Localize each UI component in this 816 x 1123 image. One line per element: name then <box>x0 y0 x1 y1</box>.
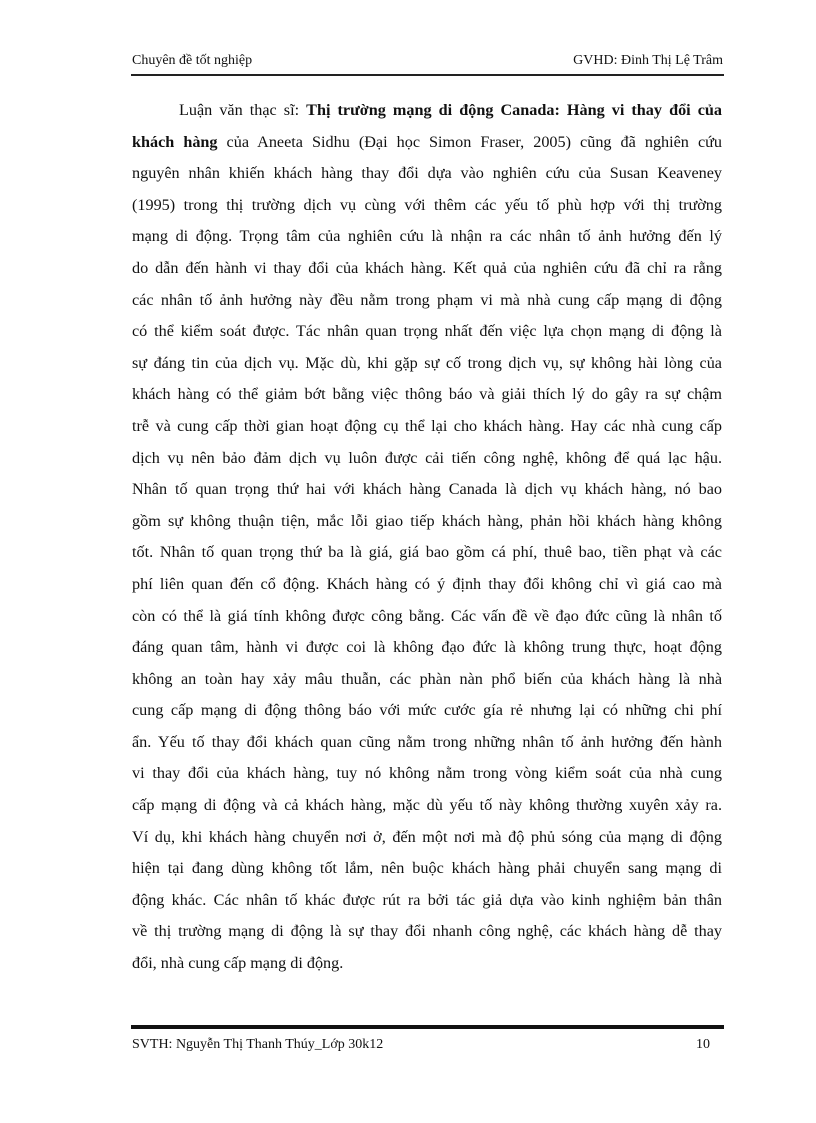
text-line <box>132 190 722 222</box>
text-line <box>132 348 722 380</box>
header-right-text: GVHD: Đinh Thị Lệ Trâm <box>573 53 723 68</box>
text-line <box>132 506 722 538</box>
line-text: ẩn. Yếu tố thay đổi khách quan cũng nằm trong những nhân tố ảnh hưởng đến hành <box>132 732 722 751</box>
bold-title-text: khách hàng <box>132 132 218 151</box>
line-text: trễ và cung cấp thời gian hoạt động cụ thể lại cho khách hàng. Hay các nhà cung cấp <box>132 416 722 435</box>
line-text: (1995) trong thị trường dịch vụ cùng với thêm các yếu tố phù hợp với thị trường <box>132 195 722 214</box>
line-text: mạng di động. Trọng tâm của nghiên cứu là nhận ra các nhân tố ảnh hưởng đến lý <box>132 227 722 246</box>
footer-left-text: SVTH: Nguyễn Thị Thanh Thúy_Lớp 30k12 <box>132 1037 384 1052</box>
line-text: của Aneeta Sidhu (Đại học Simon Fraser, 2005) cũng đã nghiên cứu <box>217 132 722 151</box>
page-number: 10 <box>696 1037 710 1052</box>
line-text: đổi, nhà cung cấp mạng di động. <box>132 954 344 973</box>
text-line <box>132 474 722 506</box>
text-line <box>132 537 722 569</box>
line-text: cung cấp mạng di động thông báo với mức cước gía rẻ nhưng lại có những chi phí <box>132 701 722 720</box>
text-line <box>132 885 722 917</box>
line-text: gồm sự không thuận tiện, mắc lỗi giao tiếp khách hàng, phản hồi khách hàng không <box>132 511 722 530</box>
line-text: còn có thể là giá tính không được công bằng. Các vấn đề về đạo đức cũng là nhân tố <box>132 606 722 625</box>
line-text: nguyên nhân khiến khách hàng thay đổi dựa vào nghiên cứu của Susan Keaveney <box>132 164 722 183</box>
text-line <box>132 758 722 790</box>
text-line <box>132 601 722 633</box>
line-text: đáng quan tâm, hành vi được coi là không đạo đức là không trung thực, hoạt động <box>132 638 722 657</box>
body-paragraph <box>132 95 722 980</box>
line-text: cấp mạng di động và cả khách hàng, mặc dù yếu tố này không thường xuyên xảy ra. <box>132 796 722 815</box>
text-line <box>132 316 722 348</box>
text-line <box>132 285 722 317</box>
line-text: không an toàn hay xảy mâu thuẫn, các phàn nàn phổ biến của khách hàng là nhà <box>132 669 722 688</box>
text-line <box>132 443 722 475</box>
page-footer <box>132 1036 710 1058</box>
line-text: tốt. Nhân tố quan trọng thứ ba là giá, giá bao gồm cá phí, thuê bao, tiền phạt và các <box>132 543 722 562</box>
line-text: có thể kiểm soát được. Tác nhân quan trọng nhất đến việc lựa chọn mạng di động là <box>132 322 722 341</box>
text-line <box>132 948 722 980</box>
text-line <box>132 253 722 285</box>
line-text: khách hàng có thể giảm bớt bằng việc thông báo và giải thích lý do gây ra sự chậm <box>132 385 722 404</box>
text-line <box>132 790 722 822</box>
text-line <box>132 569 722 601</box>
text-line <box>132 221 722 253</box>
line-text: về thị trường mạng di động là sự thay đổi nhanh công nghệ, các khách hàng dễ thay <box>132 922 722 941</box>
line-text: vi thay đổi của khách hàng, tuy nó không nằm trong vòng kiểm soát của nhà cung <box>132 764 722 783</box>
line-text: do dẫn đến hành vi thay đổi của khách hàng. Kết quả của nghiên cứu đã chỉ ra rằng <box>132 258 722 277</box>
text-line <box>132 158 722 190</box>
line-text: Nhân tố quan trọng thứ hai với khách hàng Canada là dịch vụ khách hàng, nó bao <box>132 480 722 499</box>
line-text: Ví dụ, khi khách hàng chuyển nơi ở, đến một nơi mà độ phủ sóng của mạng di động <box>132 827 722 846</box>
text-line <box>132 822 722 854</box>
text-line <box>132 916 722 948</box>
line-text: sự đáng tin của dịch vụ. Mặc dù, khi gặp sự cố trong dịch vụ, sự không hài lòng của <box>132 353 722 372</box>
line-text: hiện tại đang dùng không tốt lắm, nên buộc khách hàng phải chuyển sang mạng di <box>132 859 722 878</box>
text-line <box>132 379 722 411</box>
page-header <box>132 52 723 74</box>
line-text: các nhân tố ảnh hưởng này đều nằm trong phạm vi mà nhà cung cấp mạng di động <box>132 290 722 309</box>
text-line <box>132 411 722 443</box>
text-line <box>132 95 722 127</box>
text-line <box>132 727 722 759</box>
text-line <box>132 853 722 885</box>
text-line <box>132 632 722 664</box>
footer-rule <box>131 1025 724 1029</box>
line-text: Luận văn thạc sĩ: <box>179 101 307 119</box>
line-text: phí liên quan đến cổ động. Khách hàng có ý định thay đổi không chỉ vì giá cao mà <box>132 574 722 593</box>
line-text: dịch vụ nên bảo đảm dịch vụ luôn được cải tiến công nghệ, không để quá lạc hậu. <box>132 448 722 467</box>
line-text: động khác. Các nhân tố khác được rút ra bởi tác giả dựa vào kinh nghiệm bản thân <box>132 890 722 909</box>
text-line <box>132 664 722 696</box>
header-left-text: Chuyên đề tốt nghiệp <box>132 53 253 68</box>
text-line <box>132 127 722 159</box>
header-rule <box>131 74 724 76</box>
bold-title-text: Thị trường mạng di động Canada: Hàng vi thay đổi của <box>306 101 723 119</box>
text-line <box>132 695 722 727</box>
